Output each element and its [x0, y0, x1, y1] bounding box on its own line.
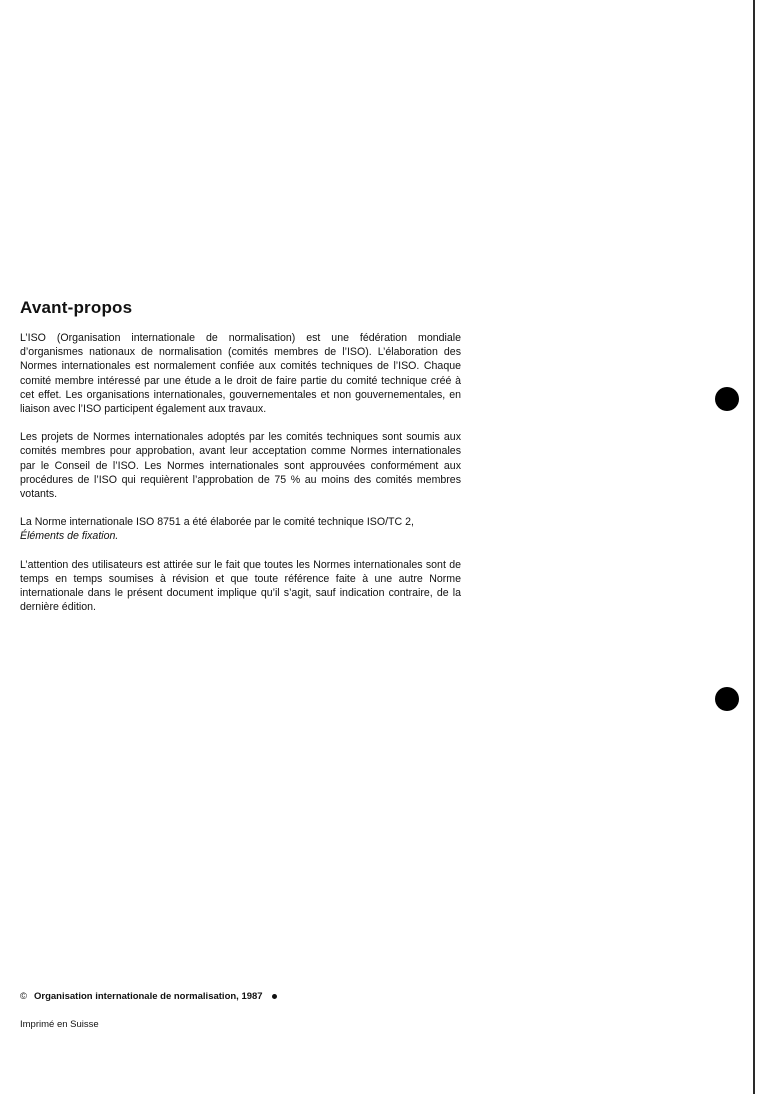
punch-hole-bottom — [715, 687, 739, 711]
committee-sentence: La Norme internationale ISO 8751 a été élaborée par le comité technique ISO/TC 2, — [20, 516, 414, 529]
copyright-symbol: © — [20, 991, 27, 1002]
bullet-icon — [272, 994, 277, 999]
paragraph-iso-intro: L’ISO (Organisation internationale de normalisation) est une fédération mondiale d’organismes nationaux de normalisation (comités membres de l’ISO). L’élaboration des Normes internationales est normalement confiée aux comités techniques de l’ISO. Chaque comité membre intéressé par une étude a le droit de faire partie du comité technique créé à cet effet. Les organisations internationales, gouvernementales et non gouvernementales, en liaison avec l’ISO participent également aux travaux. — [20, 332, 461, 416]
punch-hole-top — [715, 387, 739, 411]
page-title: Avant-propos — [20, 298, 133, 317]
copyright-organisation: Organisation internationale de normalisation, 1987 — [34, 991, 263, 1002]
foreword-body — [20, 331, 461, 614]
paragraph-revision-notice: L’attention des utilisateurs est attirée sur le fait que toutes les Normes internationales sont de temps en temps soumises à révision et que toute référence faite à une autre Norme internationale dans le présent document implique qu’il s’agit, sauf indication contraire, de la dernière édition. — [20, 558, 461, 614]
paragraph-committee — [20, 515, 461, 543]
copyright-line — [20, 991, 277, 1002]
paragraph-approval: Les projets de Normes internationales adoptés par les comités techniques sont soumis aux comités membres pour approbation, avant leur acceptation comme Normes internationales par le Conseil de l’ISO. Les Normes internationales sont approuvées conformément aux procédures de l’ISO qui requièrent l’approbation de 75 % au moins des comités membres votants. — [20, 431, 461, 501]
printed-in-notice: Imprimé en Suisse — [20, 1019, 99, 1030]
page-edge-line — [753, 0, 755, 1094]
committee-title: Éléments de fixation. — [20, 530, 119, 543]
